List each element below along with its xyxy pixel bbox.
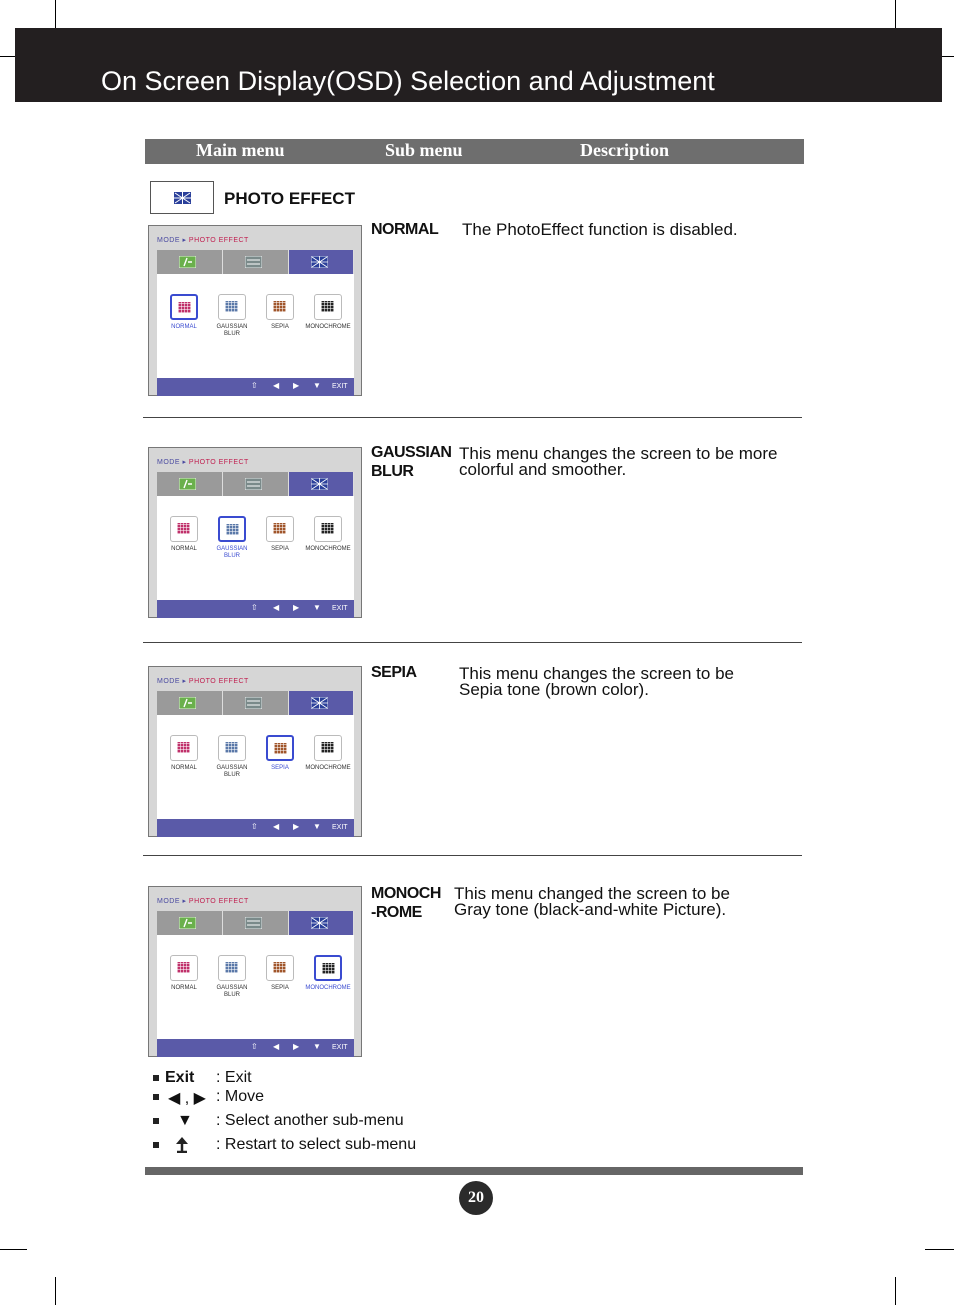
preset-icon: [245, 917, 262, 929]
legend-key-arrows: ◀ , ▶: [168, 1090, 206, 1107]
osd-option-label: GAUSSIAN BLUR: [216, 985, 248, 998]
bullet: [153, 1142, 159, 1148]
description-line: This menu changes the screen to be more: [459, 444, 778, 463]
osd-option-tile: [266, 955, 294, 981]
right-arrow-icon[interactable]: ▶: [293, 381, 300, 390]
restart-icon: [173, 1136, 191, 1153]
osd-breadcrumb: [157, 677, 249, 685]
down-arrow-icon[interactable]: ▼: [313, 1042, 321, 1051]
description-sepia: [459, 666, 734, 698]
osd-tab-photo-effect[interactable]: [289, 250, 354, 274]
description-gaussian-blur: [459, 446, 777, 478]
column-description: Description: [580, 140, 669, 160]
osd-option-tile: [266, 294, 294, 320]
sub-menu-line: MONOCH: [371, 885, 441, 902]
filter-preview-icon: [177, 742, 190, 753]
description-monochrome: [454, 886, 730, 918]
osd-panel: [157, 250, 354, 396]
osd-option-label: SEPIA: [271, 985, 289, 991]
osd-tab-picture[interactable]: [157, 250, 223, 274]
osd-option-label: GAUSSIAN BLUR: [216, 324, 248, 337]
osd-option-normal[interactable]: [160, 290, 208, 350]
osd-options: [157, 951, 354, 1011]
osd-footer: [157, 600, 354, 618]
sub-menu-gaussian-blur: [371, 443, 451, 481]
f-engine-icon: [179, 917, 196, 929]
crop-mark: [55, 0, 56, 28]
filter-preview-icon: [322, 963, 335, 974]
osd-option-tile: [314, 516, 342, 542]
osd-option-tile: [170, 955, 198, 981]
osd-options: [157, 290, 354, 350]
filter-preview-icon: [321, 523, 334, 534]
osd-option-monochrome[interactable]: [304, 512, 352, 572]
osd-option-tile: [170, 516, 198, 542]
osd-panel: [157, 472, 354, 618]
legend-key-exit: Exit: [165, 1069, 195, 1086]
filter-preview-icon: [225, 742, 238, 753]
filter-preview-icon: [321, 301, 334, 312]
right-arrow-icon[interactable]: ▶: [293, 822, 300, 831]
up-icon[interactable]: ⇧: [251, 822, 258, 831]
preset-icon: [245, 256, 262, 268]
filter-preview-icon: [321, 742, 334, 753]
osd-tab-mode[interactable]: [223, 911, 289, 935]
crop-mark: [895, 0, 896, 28]
section-divider: [143, 417, 802, 418]
osd-tab-mode[interactable]: [223, 472, 289, 496]
osd-option-monochrome[interactable]: [304, 951, 352, 1011]
osd-tab-picture[interactable]: [157, 472, 223, 496]
photo-effect-icon: [311, 256, 328, 268]
osd-option-monochrome[interactable]: [304, 731, 352, 791]
osd-exit-button[interactable]: EXIT: [332, 383, 348, 390]
preset-icon: [245, 478, 262, 490]
osd-option-gaussian-blur[interactable]: [208, 731, 256, 791]
osd-option-tile: [266, 735, 294, 761]
osd-options: [157, 731, 354, 791]
sub-menu-sepia: SEPIA: [371, 664, 417, 681]
up-icon[interactable]: ⇧: [251, 381, 258, 390]
filter-preview-icon: [273, 962, 286, 973]
description-line: The PhotoEffect function is disabled.: [462, 220, 738, 239]
filter-preview-icon: [178, 302, 191, 313]
f-engine-icon: [179, 697, 196, 709]
osd-breadcrumb: [157, 458, 249, 466]
osd-breadcrumb: [157, 897, 249, 905]
left-arrow-icon[interactable]: ◀: [273, 822, 280, 831]
osd-tabs: [157, 472, 354, 496]
description-normal: [462, 222, 738, 238]
osd-option-label: MONOCHROME: [305, 324, 351, 330]
right-arrow-icon[interactable]: ▶: [293, 1042, 300, 1051]
legend-text: : Select another sub-menu: [216, 1112, 404, 1129]
osd-option-label: MONOCHROME: [305, 546, 351, 552]
osd-breadcrumb: [157, 236, 249, 244]
osd-tab-photo-effect[interactable]: [289, 691, 354, 715]
filter-preview-icon: [177, 962, 190, 973]
description-line: This menu changes the screen to be: [459, 664, 734, 683]
osd-panel: [157, 691, 354, 837]
osd-crumb-menu: PHOTO EFFECT: [188, 898, 249, 905]
osd-screen-gaussian-blur: [148, 447, 362, 618]
osd-tab-photo-effect[interactable]: [289, 911, 354, 935]
description-line: This menu changed the screen to be: [454, 884, 730, 903]
osd-exit-button[interactable]: EXIT: [332, 824, 348, 831]
column-main-menu: Main menu: [196, 140, 285, 160]
crop-mark: [0, 1249, 27, 1250]
osd-screen-normal: [148, 225, 362, 396]
page-header: [15, 28, 942, 102]
osd-option-label: NORMAL: [171, 985, 197, 991]
footer-bar: [145, 1167, 803, 1175]
osd-option-tile: [314, 735, 342, 761]
osd-option-normal[interactable]: [160, 731, 208, 791]
right-arrow-icon[interactable]: ▶: [293, 603, 300, 612]
osd-tabs: [157, 250, 354, 274]
photo-effect-menu-box: [150, 181, 214, 214]
legend-key-down-arrow: ▼: [177, 1112, 193, 1129]
osd-option-sepia[interactable]: [256, 512, 304, 572]
up-icon[interactable]: ⇧: [251, 1042, 258, 1051]
osd-option-sepia[interactable]: [256, 951, 304, 1011]
section-divider: [143, 855, 802, 856]
osd-footer: [157, 819, 354, 837]
osd-option-label: SEPIA: [271, 765, 289, 771]
osd-option-sepia[interactable]: [256, 290, 304, 350]
page-number: 20: [459, 1181, 493, 1215]
osd-tabs: [157, 691, 354, 715]
osd-tab-picture[interactable]: [157, 911, 223, 935]
osd-option-tile: [218, 955, 246, 981]
photo-effect-icon: [311, 697, 328, 709]
bullet: [153, 1094, 159, 1100]
osd-option-gaussian-blur[interactable]: [208, 290, 256, 350]
osd-option-label: SEPIA: [271, 324, 289, 330]
osd-option-label: NORMAL: [171, 765, 197, 771]
filter-preview-icon: [225, 962, 238, 973]
filter-preview-icon: [177, 523, 190, 534]
crop-mark: [895, 1277, 896, 1305]
down-arrow-icon[interactable]: ▼: [313, 381, 321, 390]
osd-exit-button[interactable]: EXIT: [332, 1044, 348, 1051]
osd-option-label: SEPIA: [271, 546, 289, 552]
osd-tabs: [157, 911, 354, 935]
osd-option-label: NORMAL: [171, 546, 197, 552]
osd-option-tile: [266, 516, 294, 542]
osd-option-normal[interactable]: [160, 951, 208, 1011]
bullet: [153, 1075, 159, 1081]
osd-crumb-mode: MODE ▸: [157, 237, 189, 244]
osd-crumb-menu: PHOTO EFFECT: [188, 459, 249, 466]
osd-screen-sepia: [148, 666, 362, 837]
sub-menu-line: GAUSSIAN: [371, 444, 452, 461]
legend-text: : Exit: [216, 1069, 252, 1086]
column-header-bar: [145, 139, 804, 164]
description-line: Gray tone (black-and-white Picture).: [454, 900, 727, 919]
sub-menu-line: -ROME: [371, 904, 422, 921]
photo-effect-icon: [311, 917, 328, 929]
filter-preview-icon: [274, 743, 287, 754]
osd-option-tile: [218, 516, 246, 542]
osd-footer: [157, 378, 354, 396]
osd-option-label: NORMAL: [171, 324, 197, 330]
section-divider: [143, 642, 802, 643]
osd-option-sepia[interactable]: [256, 731, 304, 791]
column-sub-menu: Sub menu: [385, 140, 463, 160]
osd-option-gaussian-blur[interactable]: [208, 951, 256, 1011]
osd-option-normal[interactable]: [160, 512, 208, 572]
osd-option-label: GAUSSIAN BLUR: [216, 765, 248, 778]
osd-crumb-mode: MODE ▸: [157, 898, 189, 905]
bullet: [153, 1118, 159, 1124]
legend-text: : Move: [216, 1088, 265, 1105]
osd-tab-mode[interactable]: [223, 691, 289, 715]
f-engine-icon: [179, 256, 196, 268]
crop-mark: [55, 1277, 56, 1305]
filter-preview-icon: [226, 524, 239, 535]
left-arrow-icon[interactable]: ◀: [273, 381, 280, 390]
sub-menu-monochrome: [371, 884, 441, 922]
osd-footer: [157, 1039, 354, 1057]
osd-crumb-menu: PHOTO EFFECT: [188, 678, 249, 685]
page-title: On Screen Display(OSD) Selection and Adjustment: [101, 66, 715, 96]
osd-screen-monochrome: [148, 886, 362, 1057]
crop-mark: [942, 56, 954, 57]
osd-crumb-mode: MODE ▸: [157, 678, 189, 685]
sub-menu-line: BLUR: [371, 463, 414, 480]
down-arrow-icon[interactable]: ▼: [313, 822, 321, 831]
description-line: Sepia tone (brown color).: [459, 680, 649, 699]
osd-crumb-mode: MODE ▸: [157, 459, 189, 466]
filter-preview-icon: [225, 301, 238, 312]
osd-tab-photo-effect[interactable]: [289, 472, 354, 496]
description-line: colorful and smoother.: [459, 460, 627, 479]
filter-preview-icon: [273, 523, 286, 534]
osd-panel: [157, 911, 354, 1057]
osd-option-monochrome[interactable]: [304, 290, 352, 350]
up-icon[interactable]: ⇧: [251, 603, 258, 612]
osd-tab-picture[interactable]: [157, 691, 223, 715]
osd-option-label: MONOCHROME: [305, 985, 351, 991]
osd-option-tile: [170, 294, 198, 320]
osd-option-tile: [218, 735, 246, 761]
photo-effect-icon: [311, 478, 328, 490]
left-arrow-icon[interactable]: ◀: [273, 1042, 280, 1051]
crop-mark: [925, 1249, 954, 1250]
osd-option-tile: [314, 294, 342, 320]
osd-exit-button[interactable]: EXIT: [332, 605, 348, 612]
preset-icon: [245, 697, 262, 709]
osd-option-gaussian-blur[interactable]: [208, 512, 256, 572]
down-arrow-icon[interactable]: ▼: [313, 603, 321, 612]
osd-crumb-menu: PHOTO EFFECT: [188, 237, 249, 244]
f-engine-icon: [179, 478, 196, 490]
main-menu-label: PHOTO EFFECT: [224, 189, 355, 208]
crop-mark: [0, 56, 15, 57]
photo-effect-icon: [174, 192, 191, 204]
sub-menu-normal: NORMAL: [371, 221, 439, 238]
osd-option-tile: [218, 294, 246, 320]
osd-options: [157, 512, 354, 572]
filter-preview-icon: [273, 301, 286, 312]
osd-option-label: GAUSSIAN BLUR: [216, 546, 248, 559]
legend-text: : Restart to select sub-menu: [216, 1136, 417, 1153]
left-arrow-icon[interactable]: ◀: [273, 603, 280, 612]
osd-option-label: MONOCHROME: [305, 765, 351, 771]
osd-tab-mode[interactable]: [223, 250, 289, 274]
osd-option-tile: [314, 955, 342, 981]
osd-option-tile: [170, 735, 198, 761]
